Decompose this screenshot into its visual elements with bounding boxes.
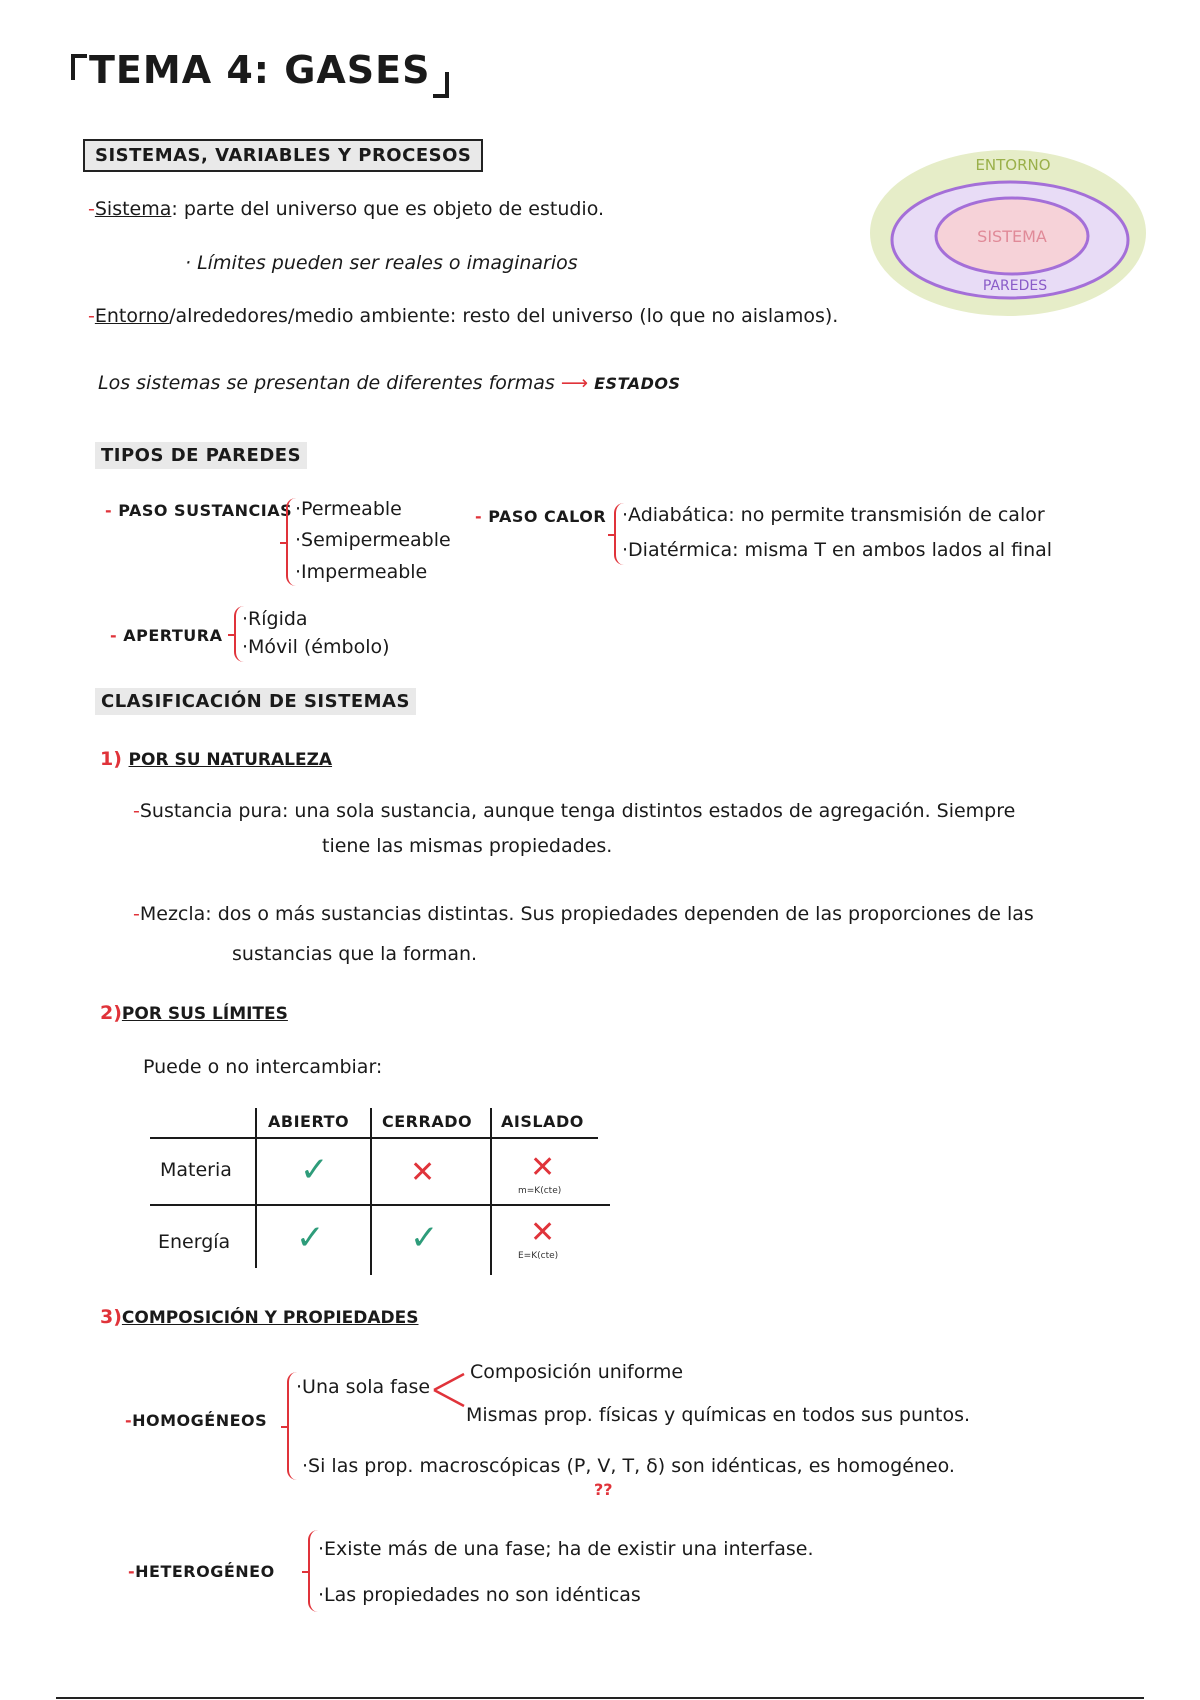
sustancia-item-3: ·Impermeable — [295, 561, 428, 583]
calor-item-1: ·Adiabática: no permite transmisión de calor — [622, 504, 1045, 526]
sub1-title: POR SU NATURALEZA — [128, 750, 333, 770]
comp-uniforme: Composición uniforme — [470, 1361, 684, 1383]
pura-line: -Sustancia pura: una sola sustancia, aunque tenga distintos estados de agregación. Siempre — [133, 800, 1016, 822]
intercambiar-line: Puede o no intercambiar: — [143, 1056, 383, 1078]
brace-heterogeneo — [308, 1530, 318, 1612]
mezcla-line: -Mezcla: dos o más sustancias distintas. Sus propiedades dependen de las proporciones de las — [133, 903, 1034, 925]
sistema-line: -Sistema: parte del universo que es objeto de estudio. — [88, 198, 605, 220]
het-item-1: ·Existe más de una fase; ha de existir una interfase. — [318, 1538, 814, 1560]
question-marks: ?? — [594, 1480, 613, 1499]
heterogeneo-label: -HETEROGÉNEO — [128, 1562, 275, 1581]
pura-line-2: tiene las mismas propiedades. — [322, 835, 613, 857]
estados-label: ESTADOS — [594, 374, 681, 393]
mezcla-term: Mezcla — [139, 903, 206, 925]
page-title: TEMA 4: GASES — [75, 48, 431, 92]
note-materia: m=K(cte) — [518, 1186, 562, 1196]
table-vline-2 — [370, 1108, 372, 1275]
sistema-term: Sistema — [94, 198, 172, 220]
table-vline-1 — [255, 1108, 257, 1268]
paso-calor-text: PASO CALOR — [488, 507, 607, 526]
estados-text: Los sistemas se presentan de diferentes formas — [98, 372, 555, 394]
limites-line: · Límites pueden ser reales o imaginarios — [185, 252, 578, 274]
sub2-title: POR SUS LÍMITES — [121, 1004, 288, 1024]
entorno-def: /alrededores/medio ambiente: resto del universo (lo que no aislamos). — [169, 305, 839, 327]
apertura-item-1: ·Rígida — [242, 608, 308, 630]
sub2-heading — [100, 1002, 288, 1024]
sub3-title: COMPOSICIÓN Y PROPIEDADES — [121, 1308, 419, 1328]
paso-sustancias-label: - PASO SUSTANCIAS — [105, 501, 293, 520]
footer-divider — [56, 1697, 1144, 1699]
calor-item-2: ·Diatérmica: misma T en ambos lados al final — [622, 539, 1053, 561]
una-fase: ·Una sola fase — [296, 1376, 431, 1398]
title-bracket-right — [433, 72, 449, 98]
apertura-item-2: ·Móvil (émbolo) — [242, 636, 390, 658]
table-vline-3 — [490, 1108, 492, 1275]
sistema-label: SISTEMA — [977, 227, 1047, 246]
pura-term: Sustancia pura — [139, 800, 282, 822]
check-icon: ✓ — [410, 1218, 439, 1258]
entorno-term: Entorno — [94, 305, 170, 327]
paso-sustancias-text: PASO SUSTANCIAS — [118, 501, 293, 520]
heading-sistemas: SISTEMAS, VARIABLES Y PROCESOS — [83, 139, 483, 172]
row-materia: Materia — [160, 1159, 232, 1181]
col-aislado: AISLADO — [501, 1112, 584, 1131]
cross-icon: ✕ — [530, 1150, 556, 1185]
homogeneos-label: -HOMOGÉNEOS — [125, 1411, 268, 1430]
sistema-entorno-diagram — [868, 148, 1148, 318]
homogeneos-text: HOMOGÉNEOS — [132, 1411, 268, 1430]
paredes-label: PAREDES — [982, 278, 1048, 294]
heterogeneo-text: HETEROGÉNEO — [135, 1562, 275, 1581]
sub1-heading — [100, 748, 332, 770]
paso-calor-label: - PASO CALOR — [475, 507, 607, 526]
sub3-num: 3) — [100, 1306, 122, 1328]
check-icon: ✓ — [300, 1150, 329, 1190]
heading-clasificacion: CLASIFICACIÓN DE SISTEMAS — [95, 688, 416, 715]
col-cerrado: CERRADO — [382, 1112, 473, 1131]
heading-tipos-paredes: TIPOS DE PAREDES — [95, 442, 307, 469]
macro-line: ·Si las prop. macroscópicas (P, V, T, δ) son idénticas, es homogéneo. — [302, 1455, 955, 1477]
mezcla-line-2: sustancias que la forman. — [232, 943, 478, 965]
table-hline-2 — [150, 1204, 610, 1206]
apertura-label: - APERTURA — [110, 626, 223, 645]
pura-def: : una sola sustancia, aunque tenga distintos estados de agregación. Siempre — [281, 800, 1016, 822]
mismas-prop: Mismas prop. físicas y químicas en todos sus puntos. — [466, 1404, 971, 1426]
mezcla-def: : dos o más sustancias distintas. Sus propiedades dependen de las proporciones de las — [205, 903, 1034, 925]
arrow-right-icon: ⟶ — [560, 372, 589, 394]
sub3-heading — [100, 1306, 419, 1328]
title-bracket-left — [71, 54, 87, 80]
sistema-def: : parte del universo que es objeto de estudio. — [171, 198, 605, 220]
sub2-num: 2) — [100, 1002, 122, 1024]
fork-arrow-icon — [432, 1368, 468, 1412]
sustancia-item-1: ·Permeable — [295, 498, 402, 520]
entorno-label: ENTORNO — [975, 156, 1051, 174]
sustancia-item-2: ·Semipermeable — [295, 529, 451, 551]
check-icon: ✓ — [296, 1218, 325, 1258]
table-hline-1 — [150, 1137, 598, 1139]
estados-line — [98, 372, 681, 394]
cross-icon: ✕ — [410, 1155, 436, 1190]
cross-icon: ✕ — [530, 1215, 556, 1250]
sub1-num: 1) — [100, 748, 122, 770]
col-abierto: ABIERTO — [268, 1112, 350, 1131]
het-item-2: ·Las propiedades no son idénticas — [318, 1584, 641, 1606]
note-energia: E=K(cte) — [518, 1251, 559, 1261]
row-energia: Energía — [158, 1231, 231, 1253]
entorno-line: -Entorno/alrededores/medio ambiente: resto del universo (lo que no aislamos). — [88, 305, 839, 327]
apertura-text: APERTURA — [123, 626, 223, 645]
